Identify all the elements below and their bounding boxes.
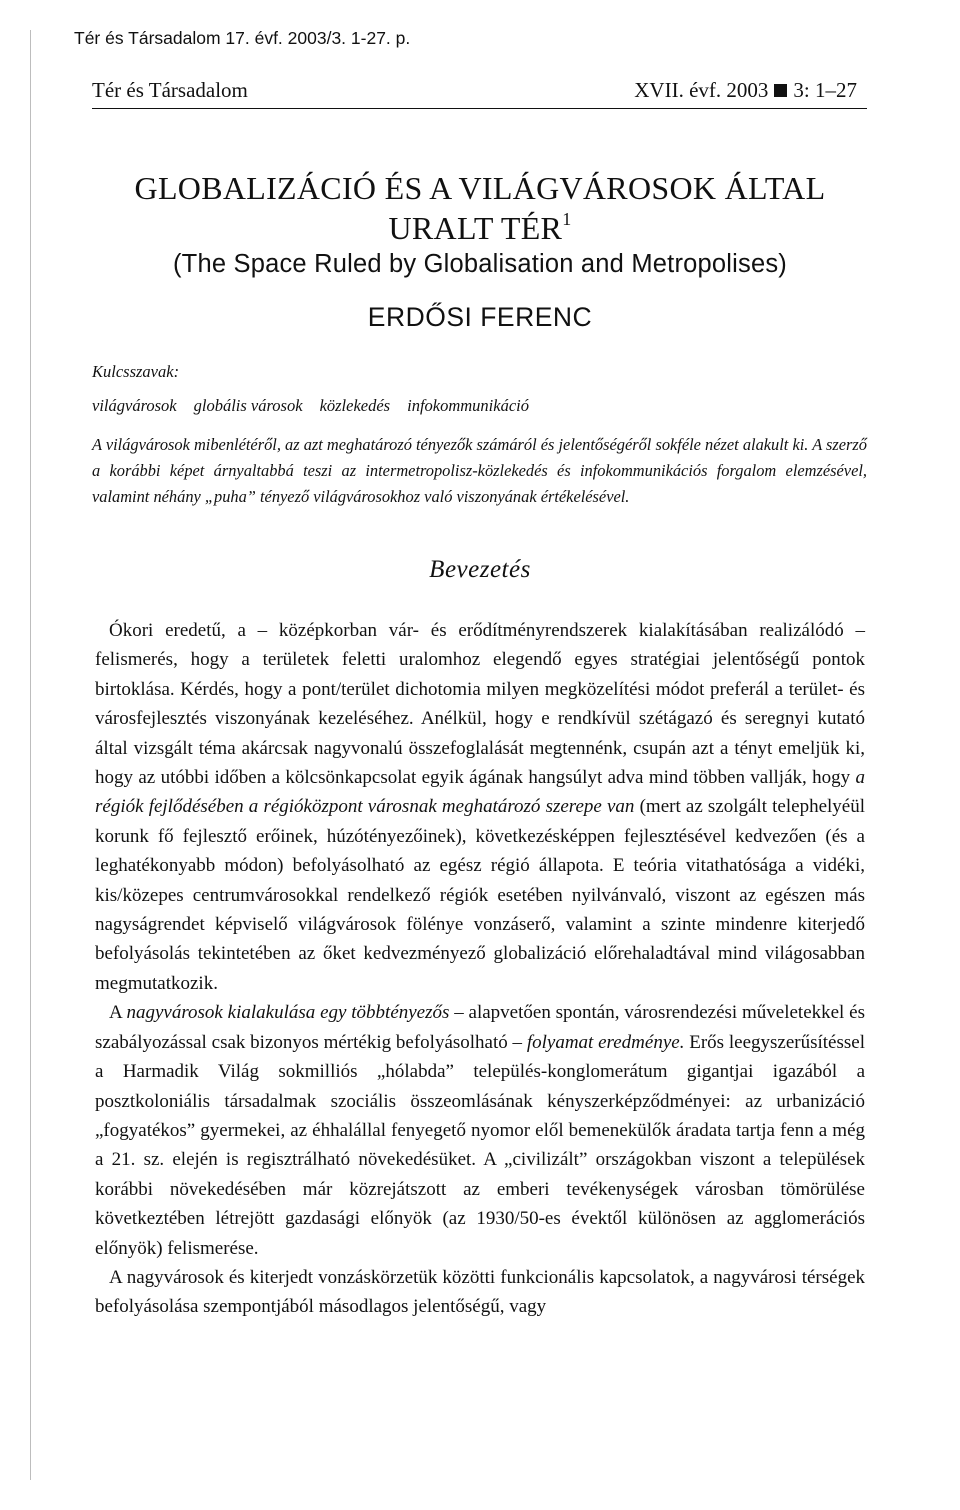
emphasis: folyamat eredménye. — [526, 1031, 685, 1053]
paragraph-3: A nagyvárosok és kiterjedt vonzáskörzetük közötti funkcionális kapcsolatok, a nagyvárosi térségek befolyásolása szempontjából másodlagos jelentőségű, vagy — [95, 1266, 865, 1318]
english-title: (The Space Ruled by Globalisation and Metropolises) — [172, 250, 788, 278]
keyword: infokommunikáció — [407, 396, 529, 415]
paragraph-1 — [95, 616, 865, 998]
title-line-1: GLOBALIZÁCIÓ ÉS A VILÁGVÁROSOK ÁLTAL — [134, 170, 826, 206]
section-heading: Bevezetés — [429, 556, 531, 583]
footnote-mark: 1 — [562, 209, 572, 230]
running-header-journal: Tér és Társadalom — [92, 78, 248, 102]
left-margin-line — [30, 30, 31, 1480]
header-rule — [92, 108, 867, 109]
text-run: (mert az szolgált telephelyéül korunk fő fejlesztő erőinek, húzótényezőinek), következésképpen fejlesztésével kedvezően (és a leghatékonyabb módon) befolyásolható az egész régió állapota. E teória vitathatósága a vidéki, kis/közepes centrumvárosokkal rendelkező régiók esetében nyilvánvaló, viszont az egészen más nagyságrendet képviselő világvárosok fölénye vonzáserő, valamint a szinte mindenre kiterjedő befolyásolás tekintetében az őket kedvezményező globalizáció előrehaladtával mind világosabban megmutatkozik. — [95, 796, 865, 994]
author-name: ERDŐSI FERENC — [367, 302, 593, 332]
running-header-issue — [634, 78, 857, 103]
citation-line: Tér és Társadalom 17. évf. 2003/3. 1-27. p. — [74, 28, 411, 48]
text-run: Erős leegyszerűsítéssel a Harmadik Világ sokmilliós „hólabda” település-konglomerátum gigantjai igazából a posztkoloniális társadalmak szociális összeomlásának kényszerképződményei: az urbanizáció „fogyatékos” gyermekei, az éhhalállal fenyegető nyomor elől bemenekülők áradata tartja fenn a még a 21. sz. elején is regisztrálható növekedésüket. A „civilizált” országokban viszont a települések korábbi növekedésében már közrejátszott az emberi tevékenységek városban tömörülése következtében létrejött gazdasági előnyök (az 1930/50-es évektől különösen az agglomerációs előnyök) felismerése. — [95, 1031, 865, 1259]
keywords-label: Kulcsszavak: — [92, 362, 180, 381]
keyword: globális városok — [193, 396, 303, 415]
emphasis: nagyvárosok kialakulása egy többtényezős — [126, 1002, 450, 1024]
keywords-list — [92, 396, 546, 416]
issue-pages: 3: 1–27 — [793, 78, 857, 102]
text-run: – alapvetően spontán, városrendezési műveletekkel és szabályozással csak bizonyos mértékig befolyásolható – — [95, 1002, 865, 1053]
title-line-2-text: URALT TÉR — [388, 210, 563, 246]
article-title — [90, 168, 870, 248]
emphasis: a régiók fejlődésében a régióközpont városnak meghatározó szerepe van — [95, 767, 865, 818]
volume-year: XVII. évf. 2003 — [634, 78, 769, 102]
keyword: közlekedés — [319, 396, 391, 415]
paragraph-2 — [95, 998, 865, 1263]
square-bullet-icon — [774, 84, 787, 97]
title-line-2 — [90, 208, 870, 248]
keyword: világvárosok — [92, 396, 177, 415]
text-run: Ókori eredetű, a – középkorban vár- és erődítményrendszerek kialakításában realizálódó – felismerés, hogy a területek feletti uralomhoz elegendő egyes stratégiai jelentőségű pontok birtoklása. Kérdés, hogy a pont/terület dichotomia milyen megközelítési módot preferál a terület- és városfejlesztés viszonyának kezeléséhez. Anélkül, hogy e rendkívül szétágazó és seregnyi kutató által vizsgált téma akárcsak nagyvonalú összefoglalását megtennénk, csupán azt a tényt emeljük ki, hogy az utóbbi időben a kölcsönkapcsolat egyik ágának hangsúlyt adva mind többen vallják, hogy — [95, 620, 865, 789]
abstract: A világvárosok mibenlétéről, az azt meghatározó tényezők számáról és jelentőségéről sokféle nézet alakult ki. A szerző a korábbi képet árnyaltabbá teszi az intermetropolisz-közlekedés és infokommunikációs forgalom elemzésével, valamint néhány „puha” tényező világvárosokhoz való viszonyának értékelésével. — [92, 435, 867, 507]
text-run: A — [109, 1002, 127, 1024]
body-text — [95, 616, 865, 1322]
